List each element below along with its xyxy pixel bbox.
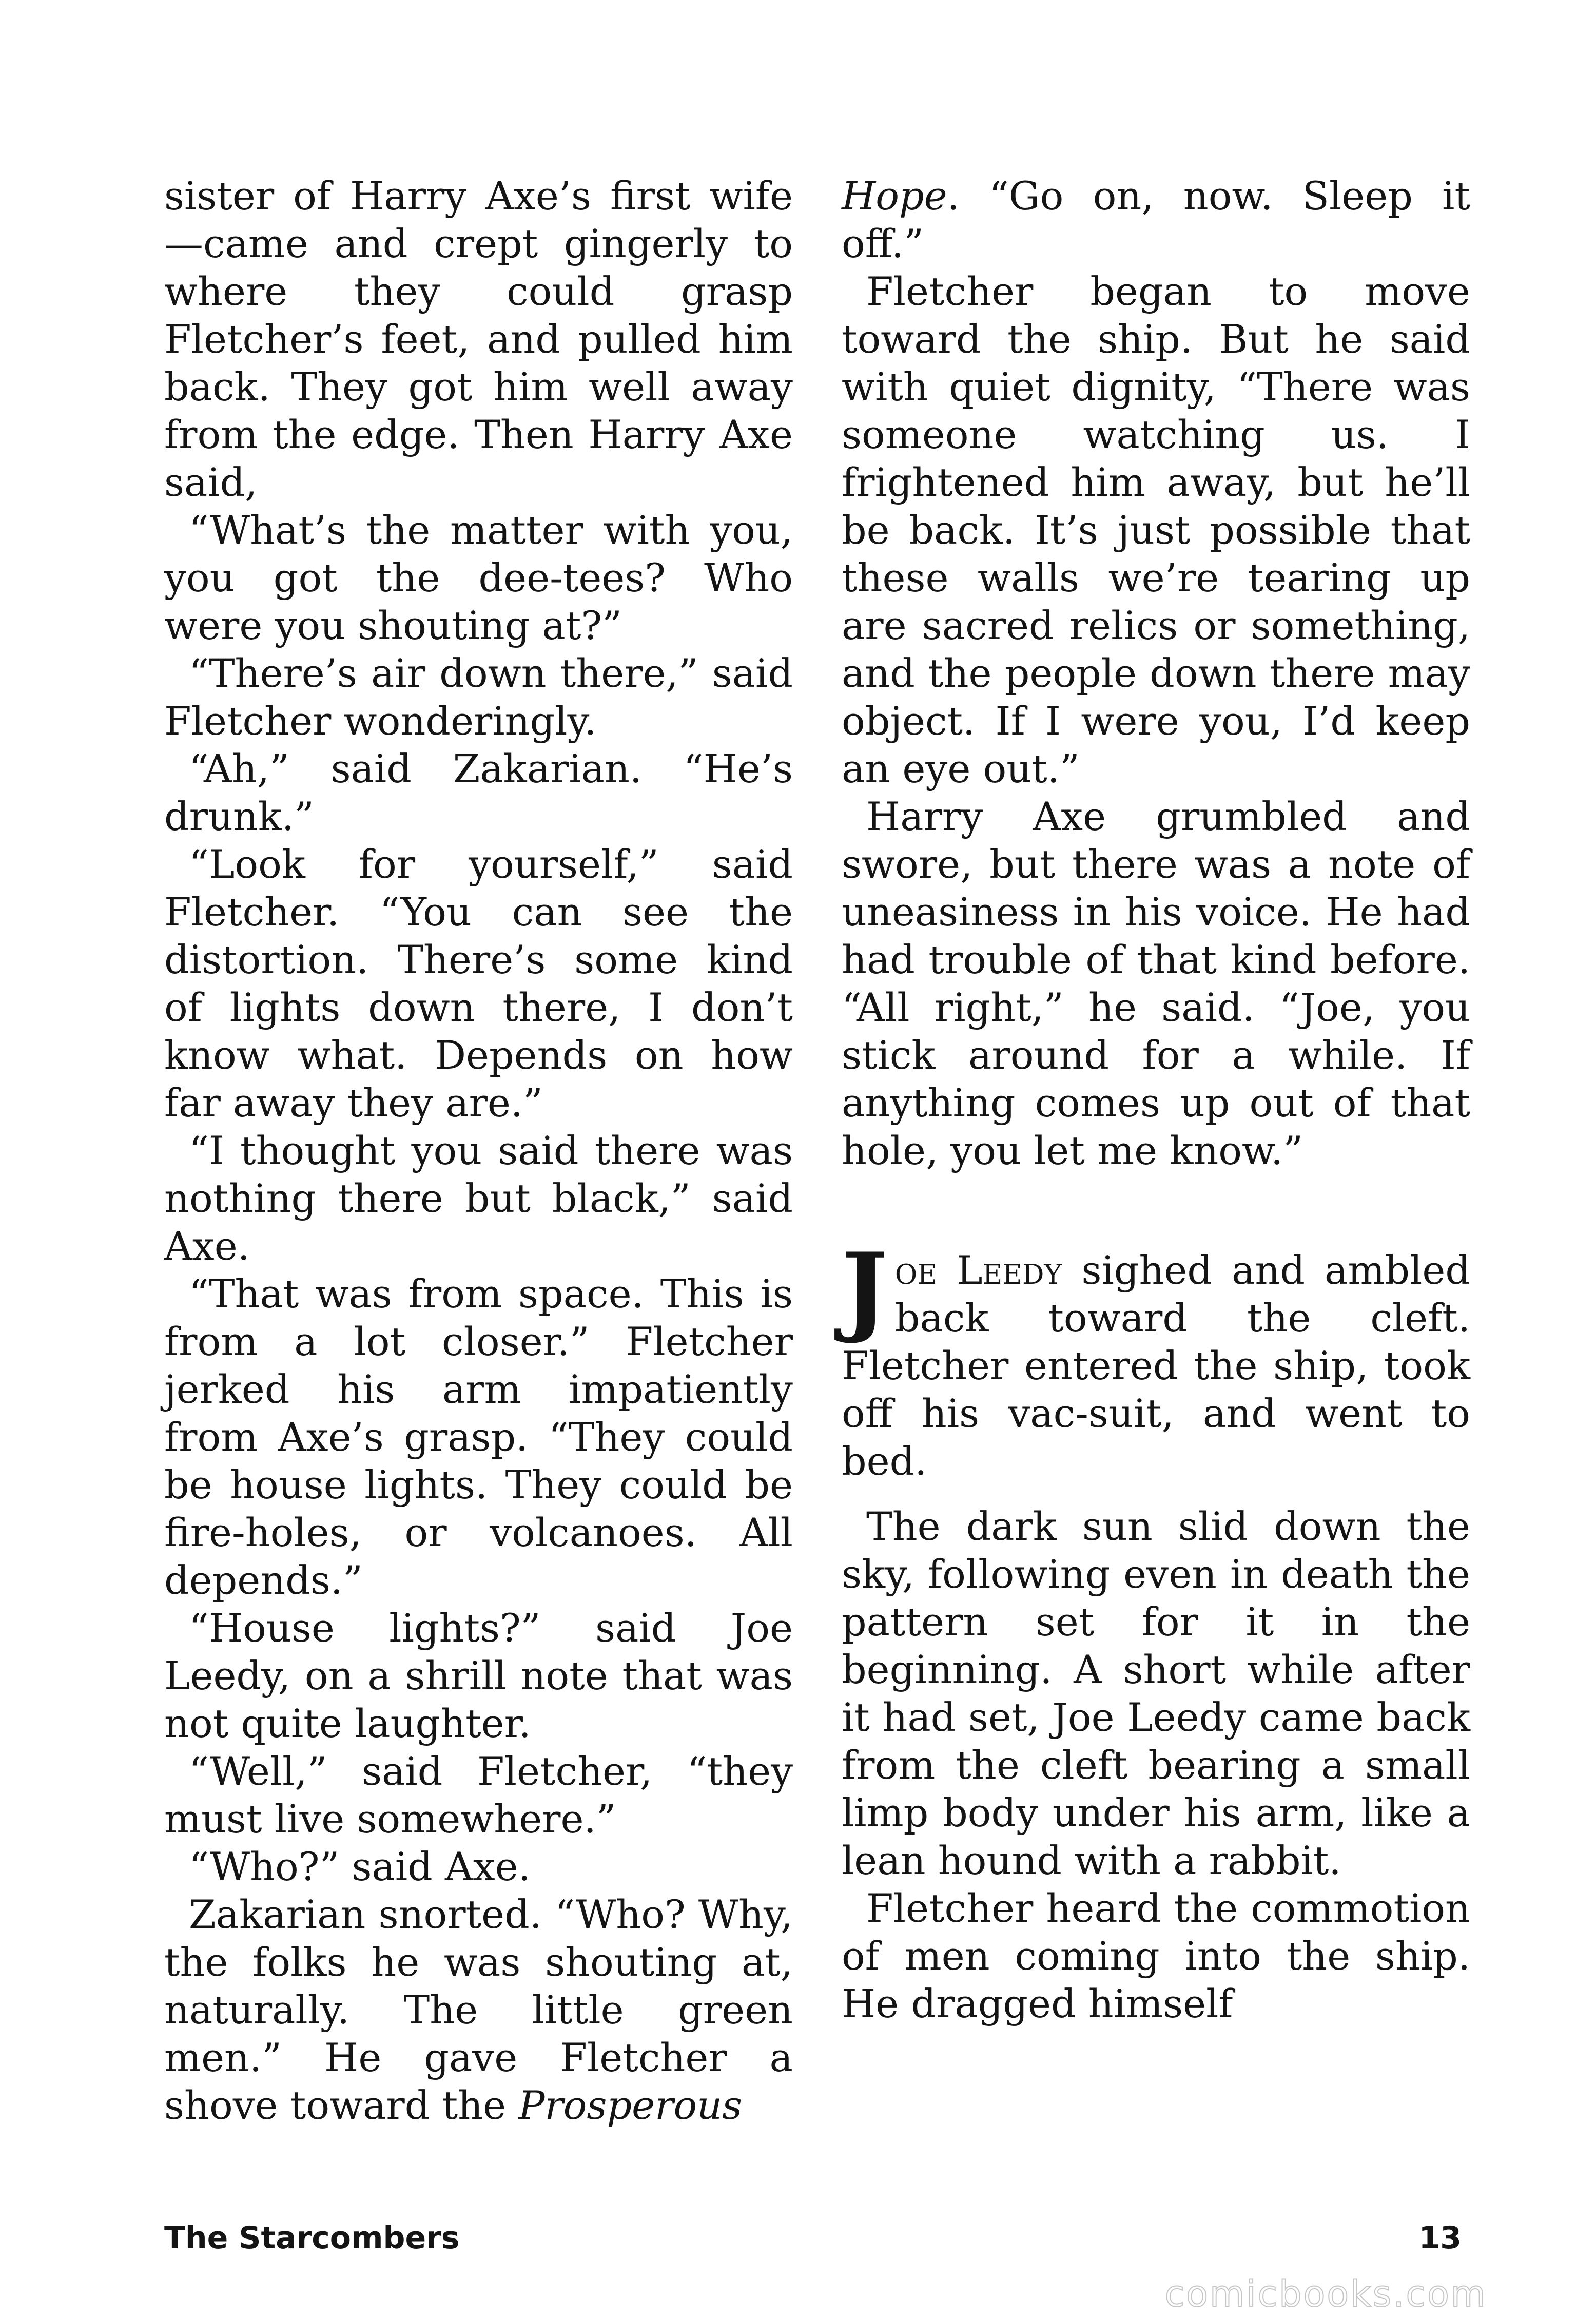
paragraph-text: sighed and ambled back toward the cleft. Fletcher entered the ship, took off his vac-suit, and went to bed. xyxy=(842,1247,1470,1484)
paragraph: Fletcher heard the commotion of men coming into the ship. He dragged himself xyxy=(842,1885,1470,2027)
running-footer-title: The Starcombers xyxy=(164,2220,460,2256)
paragraph: “Ah,” said Zakarian. “He’s drunk.” xyxy=(164,746,793,839)
paragraph: “What’s the matter with you, you got the dee-tees? Who were you shouting at?” xyxy=(164,507,793,648)
small-caps-name: oe Leedy xyxy=(894,1247,1062,1293)
paragraph: “Who?” said Axe. xyxy=(189,1844,531,1889)
paragraph: The dark sun slid down the sky, following even in death the pattern set for it in the beginning. A short while after it had set, Joe Leedy came back from the cleft bearing a small limp body under his arm, like a lean hound with a rabbit. xyxy=(842,1503,1470,1883)
paragraph: sister of Harry Axe’s first wife—came and crept gingerly to where they could grasp Fletcher’s feet, and pulled him back. They got him well away from the edge. Then Harry Axe said, xyxy=(164,173,793,505)
paragraph: Fletcher began to move toward the ship. But he said with quiet dignity, “There was someone watching us. I frightened him away, but he’ll be back. It’s just possible that these walls we’re tearing up are sacred relics or something, and the people down there may object. If I were you, I’d keep an eye out.” xyxy=(842,268,1470,792)
drop-cap: J xyxy=(842,1231,888,1346)
paragraph: “There’s air down there,” said Fletcher wonderingly. xyxy=(164,650,793,744)
paragraph: “I thought you said there was nothing there but black,” said Axe. xyxy=(164,1128,793,1269)
paragraph xyxy=(842,172,1470,267)
paragraph xyxy=(164,1890,793,2129)
ship-name-italic: Hope xyxy=(842,173,947,219)
paragraph: “Look for yourself,” said Fletcher. “You can see the distortion. There’s some kind of lights down there, I don’t know what. Depends on how far away they are.” xyxy=(164,841,793,1126)
left-column xyxy=(164,172,793,2129)
paragraph: “Well,” said Fletcher, “they must live somewhere.” xyxy=(164,1748,793,1842)
paragraph-text: . “Go on, now. Sleep it off.” xyxy=(842,173,1470,266)
paragraph: “House lights?” said Joe Leedy, on a shrill note that was not quite laughter. xyxy=(164,1605,793,1746)
paragraph: Harry Axe grumbled and swore, but there was a note of uneasiness in his voice. He had had trouble of that kind before. “All right,” he said. “Joe, you stick around for a while. If anything comes up out of that hole, you let me know.” xyxy=(842,794,1470,1173)
paragraph: “That was from space. This is from a lot closer.” Fletcher jerked his arm impatiently from Axe’s grasp. “They could be house lights. They could be fire-holes, or volcanoes. All depends.” xyxy=(164,1271,793,1603)
right-column xyxy=(842,172,1470,2028)
page-number: 13 xyxy=(1418,2220,1462,2256)
paragraph-text: Zakarian snorted. “Who? Why, the folks he was shouting at, naturally. The little green men.” He gave Fletcher a shove toward the xyxy=(164,1892,793,2128)
watermark: comicbooks.com xyxy=(1164,2273,1487,2315)
ship-name-italic: Prosperous xyxy=(518,2082,743,2128)
section-start-paragraph xyxy=(842,1231,1470,1485)
